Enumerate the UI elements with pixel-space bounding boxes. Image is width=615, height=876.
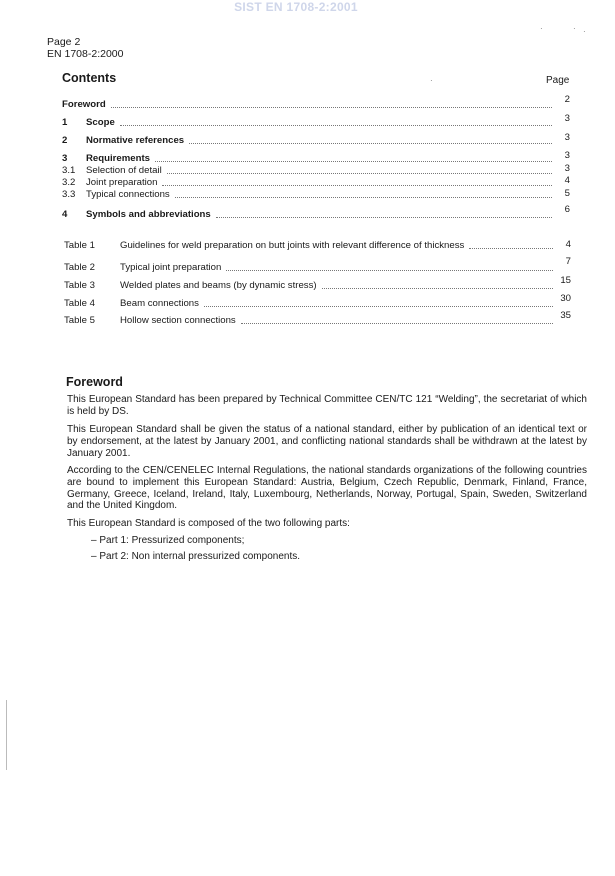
table-page: 7 bbox=[565, 256, 571, 267]
toc-entry-typical-connections[interactable] bbox=[62, 188, 570, 200]
toc-entry-symbols-and-abbreviations[interactable] bbox=[62, 204, 570, 220]
dot-leader bbox=[241, 314, 553, 324]
scan-edge-mark bbox=[6, 700, 7, 770]
dot-leader bbox=[322, 279, 553, 289]
toc-entry-number: 3.1 bbox=[62, 165, 76, 176]
toc-table-3[interactable] bbox=[64, 275, 571, 291]
toc-table-5[interactable] bbox=[64, 310, 571, 326]
table-page: 30 bbox=[560, 293, 571, 304]
page-column-label: Page bbox=[546, 75, 570, 86]
toc-table-2[interactable] bbox=[64, 256, 571, 273]
dot-leader bbox=[226, 261, 553, 271]
scan-speck: · bbox=[573, 24, 576, 33]
toc-entry-page: 3 bbox=[564, 113, 570, 124]
dot-leader bbox=[216, 208, 552, 218]
toc-entry-normative-references[interactable] bbox=[62, 134, 570, 146]
foreword-paragraph: This European Standard is composed of the two following parts: bbox=[67, 518, 350, 529]
scan-speck: · bbox=[540, 24, 543, 33]
dot-leader bbox=[162, 176, 552, 186]
toc-entry-title: Selection of detail bbox=[86, 165, 162, 176]
scan-speck: · bbox=[430, 76, 433, 85]
toc-entry-page: 6 bbox=[564, 204, 570, 215]
toc-entry-page: 3 bbox=[564, 132, 570, 143]
dot-leader bbox=[155, 152, 552, 162]
toc-entry-requirements[interactable] bbox=[62, 152, 570, 164]
contents-title: Contents bbox=[62, 71, 117, 85]
foreword-paragraph: This European Standard has been prepared by Technical Committee CEN/TC 121 “Welding”, the secretariat of which is held by DS. bbox=[67, 394, 587, 417]
toc-entry-page: 3 bbox=[564, 163, 570, 174]
table-number: Table 5 bbox=[64, 315, 95, 326]
toc-entry-page: 5 bbox=[564, 188, 570, 199]
toc-entry-number: 3.2 bbox=[62, 177, 76, 188]
table-number: Table 3 bbox=[64, 280, 95, 291]
dot-leader bbox=[469, 239, 553, 249]
part-list-item: – Part 1: Pressurized components; bbox=[91, 535, 245, 546]
toc-entry-scope[interactable] bbox=[62, 113, 570, 128]
toc-entry-joint-preparation[interactable] bbox=[62, 176, 570, 188]
table-page: 4 bbox=[565, 239, 571, 250]
toc-table-4[interactable] bbox=[64, 293, 571, 309]
dot-leader bbox=[120, 116, 552, 126]
toc-entry-number: 1 bbox=[62, 117, 68, 128]
foreword-heading: Foreword bbox=[66, 375, 123, 389]
part-list-item: – Part 2: Non internal pressurized components. bbox=[91, 551, 300, 562]
toc-entry-page: 3 bbox=[564, 150, 570, 161]
table-title: Welded plates and beams (by dynamic stress) bbox=[120, 280, 317, 291]
toc-entry-title: Symbols and abbreviations bbox=[86, 209, 211, 220]
table-number: Table 1 bbox=[64, 240, 95, 251]
toc-entry-title: Foreword bbox=[62, 99, 106, 110]
table-title: Beam connections bbox=[120, 298, 199, 309]
table-title: Guidelines for weld preparation on butt joints with relevant difference of thickness bbox=[120, 240, 465, 251]
toc-entry-number: 4 bbox=[62, 209, 68, 220]
toc-entry-number: 2 bbox=[62, 135, 68, 146]
toc-entry-page: 2 bbox=[564, 94, 570, 105]
table-number: Table 4 bbox=[64, 298, 95, 309]
toc-entry-title: Normative references bbox=[86, 135, 185, 146]
toc-entry-title: Scope bbox=[86, 117, 115, 128]
table-title: Hollow section connections bbox=[120, 315, 236, 326]
dot-leader bbox=[175, 188, 552, 198]
table-number: Table 2 bbox=[64, 262, 95, 273]
toc-entry-title: Typical connections bbox=[86, 189, 170, 200]
dot-leader bbox=[204, 297, 553, 307]
dot-leader bbox=[111, 98, 552, 108]
toc-table-1[interactable] bbox=[64, 239, 571, 251]
dot-leader bbox=[189, 134, 552, 144]
toc-entry-foreword[interactable] bbox=[62, 94, 570, 110]
scan-speck: · bbox=[583, 27, 586, 36]
page-number: Page 2 bbox=[47, 36, 81, 48]
standard-code: EN 1708-2:2000 bbox=[47, 48, 124, 60]
toc-entry-title: Joint preparation bbox=[86, 177, 158, 188]
toc-entry-number: 3 bbox=[62, 153, 68, 164]
watermark: SIST EN 1708-2:2001 bbox=[234, 0, 358, 14]
toc-entry-page: 4 bbox=[564, 175, 570, 186]
dot-leader bbox=[167, 164, 552, 174]
table-page: 35 bbox=[560, 310, 571, 321]
foreword-paragraph: According to the CEN/CENELEC Internal Regulations, the national standards organizations of the following countries are bound to implement this European Standard: Austria, Belgium, Czech Republic, Denmark, Finland, France, Germany, Greece, Iceland, Ireland, Italy, Luxembourg, Netherlands, Norway, Portugal, Spain, Sweden, Switzerland and the United Kingdom. bbox=[67, 465, 587, 512]
table-title: Typical joint preparation bbox=[120, 262, 222, 273]
toc-entry-number: 3.3 bbox=[62, 189, 76, 200]
toc-entry-title: Requirements bbox=[86, 153, 150, 164]
toc-entry-selection-of-detail[interactable] bbox=[62, 164, 570, 176]
foreword-paragraph: This European Standard shall be given the status of a national standard, either by publication of an identical text or by endorsement, at the latest by January 2001, and conflicting national standards shall be withdrawn at the latest by January 2001. bbox=[67, 424, 587, 459]
table-page: 15 bbox=[560, 275, 571, 286]
